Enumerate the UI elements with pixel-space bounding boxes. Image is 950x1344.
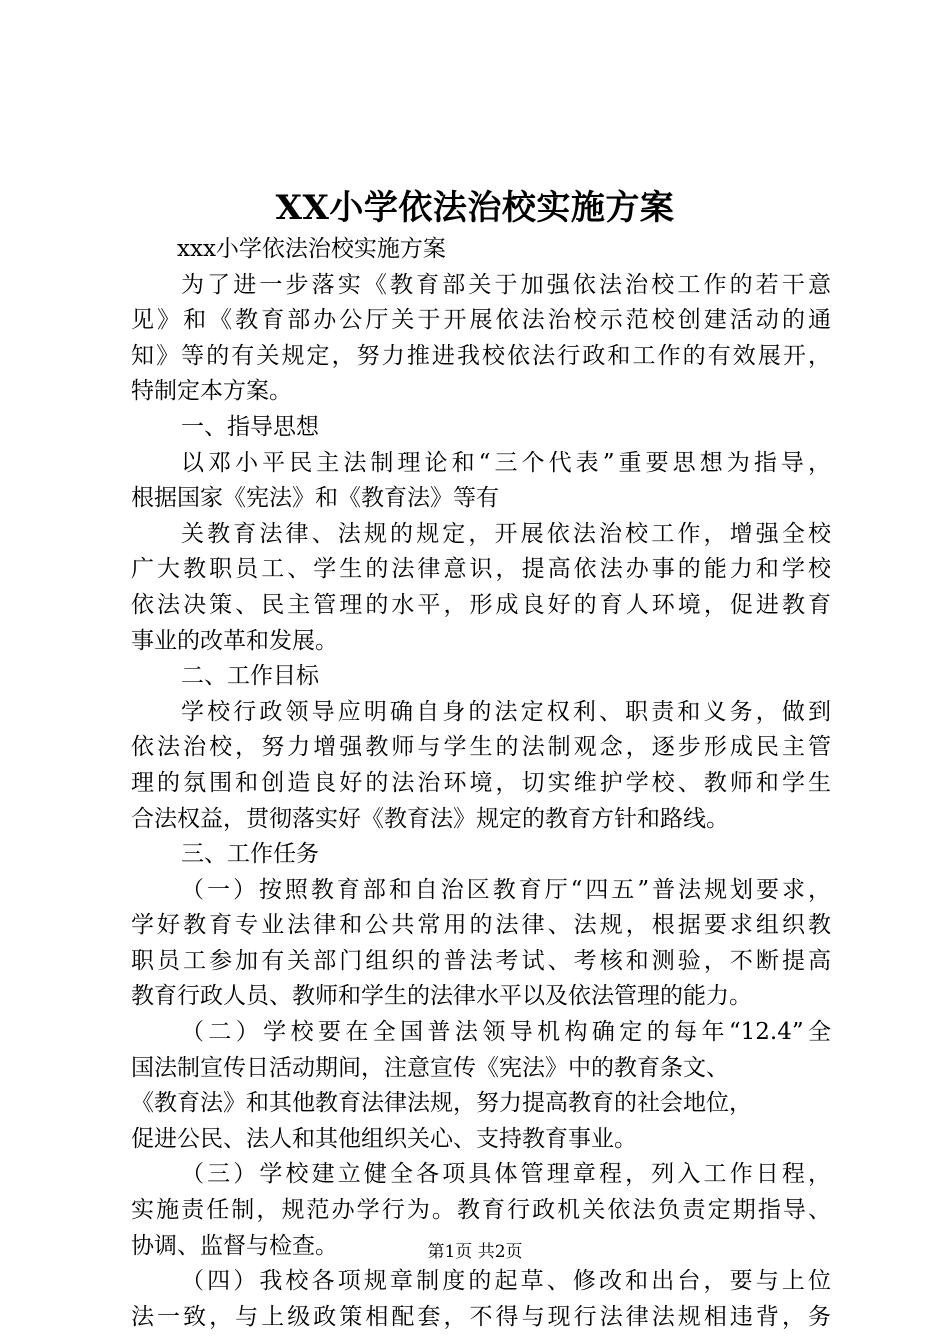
body-line: 事业的改革和发展。 <box>131 627 338 654</box>
body-line: 国法制宣传日活动期间，注意宣传《宪法》中的教育条文、 <box>131 1054 729 1081</box>
body-line: （三）学校建立健全各项具体管理章程，列入工作日程， <box>181 1161 831 1188</box>
document-body <box>131 232 831 1335</box>
body-line: 为了进一步落实《教育部关于加强依法治校工作的若干意 <box>181 271 831 298</box>
section-heading: 二、工作目标 <box>181 663 319 690</box>
body-line: 合法权益，贯彻落实好《教育法》规定的教育方针和路线。 <box>131 805 729 832</box>
page-footer: 第1页 共2页 <box>427 1242 523 1262</box>
body-line: （一）按照教育部和自治区教育厅“四五”普法规划要求， <box>181 876 831 903</box>
body-line: 广大教职员工、学生的法律意识，提高依法办事的能力和学校 <box>131 556 831 583</box>
body-line: 根据国家《宪法》和《教育法》等有 <box>131 485 499 512</box>
body-line: 职员工参加有关部门组织的普法考试、考核和测验，不断提高 <box>131 947 831 974</box>
document-title: XX小学依法治校实施方案 <box>275 188 675 228</box>
body-line: 关教育法律、法规的规定，开展依法治校工作，增强全校 <box>181 520 831 547</box>
body-line: xxx小学依法治校实施方案 <box>177 236 446 262</box>
body-line: 法一致，与上级政策相配套，不得与现行法律法规相违背，务 <box>131 1303 831 1330</box>
body-line: 《教育法》和其他教育法律法规，努力提高教育的社会地位， <box>131 1090 752 1117</box>
body-line: 学校行政领导应明确自身的法定权利、职责和义务，做到 <box>181 698 831 725</box>
body-line: 理的氛围和创造良好的法治环境，切实维护学校、教师和学生 <box>131 769 831 796</box>
body-line: 知》等的有关规定，努力推进我校依法行政和工作的有效展开， <box>131 342 831 369</box>
body-line: 实施责任制，规范办学行为。教育行政机关依法负责定期指导、 <box>131 1197 831 1224</box>
section-heading: 一、指导思想 <box>181 413 319 440</box>
body-line: 依法决策、民主管理的水平，形成良好的育人环境，促进教育 <box>131 591 831 618</box>
body-line: 以邓小平民主法制理论和“三个代表”重要思想为指导， <box>181 449 831 476</box>
section-heading: 三、工作任务 <box>181 841 319 868</box>
body-line: 依法治校，努力增强教师与学生的法制观念，逐步形成民主管 <box>131 734 831 761</box>
body-line: （四）我校各项规章制度的起草、修改和出台，要与上位 <box>181 1268 831 1295</box>
body-line: 特制定本方案。 <box>131 378 292 405</box>
body-line: 见》和《教育部办公厅关于开展依法治校示范校创建活动的通 <box>131 307 831 334</box>
body-line: 教育行政人员、教师和学生的法律水平以及依法管理的能力。 <box>131 983 752 1010</box>
body-line: （二）学校要在全国普法领导机构确定的每年“12.4”全 <box>181 1019 831 1046</box>
body-line: 促进公民、法人和其他组织关心、支持教育事业。 <box>131 1125 637 1152</box>
body-line: 协调、监督与检查。 <box>131 1232 338 1259</box>
body-line: 学好教育专业法律和公共常用的法律、法规，根据要求组织教 <box>131 912 831 939</box>
